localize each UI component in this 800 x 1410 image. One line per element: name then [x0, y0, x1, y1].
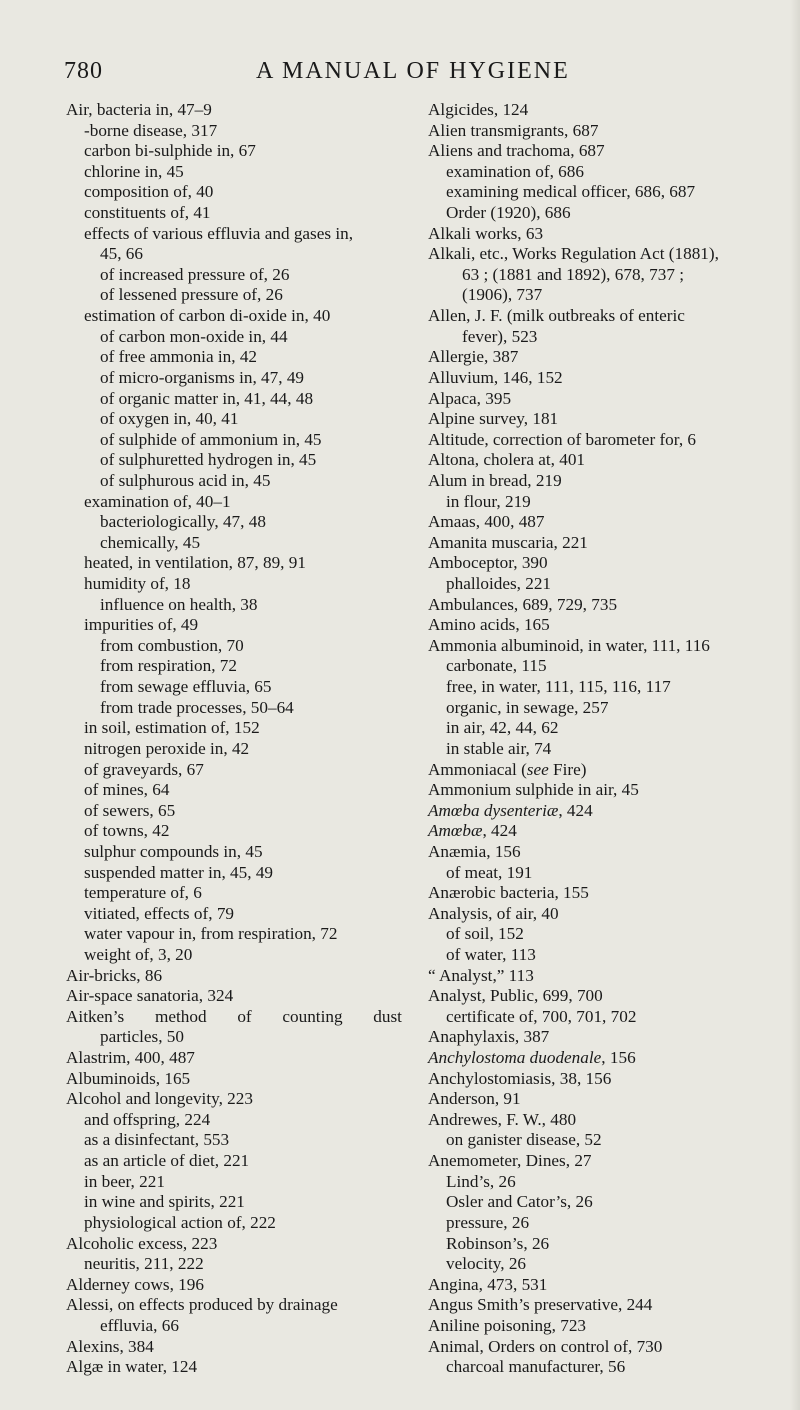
- index-subentry: Order (1920), 686: [446, 203, 571, 223]
- index-subentry: of sewers, 65: [84, 800, 176, 820]
- index-subentry: of sulphuretted hydrogen in, 45: [100, 450, 317, 470]
- index-subentry: carbon bi-sulphide in, 67: [84, 141, 256, 161]
- index-entry: Anchylostomiasis, 38, 156: [428, 1068, 612, 1088]
- index-continuation: 63 ; (1881 and 1892), 678, 737 ;: [462, 264, 684, 284]
- running-header: [0, 58, 800, 98]
- index-entry: Air-space sanatoria, 324: [66, 986, 234, 1006]
- index-subentry: free, in water, 111, 115, 116, 117: [446, 677, 671, 697]
- page-edge-shadow: [790, 0, 800, 1410]
- index-subentry: certificate of, 700, 701, 702: [446, 1006, 637, 1026]
- index-subentry: in stable air, 74: [446, 738, 552, 758]
- index-entry: Amœbæ, 424: [428, 821, 517, 841]
- index-entry: Analysis, of air, 40: [428, 903, 559, 923]
- index-subentry: weight of, 3, 20: [84, 944, 193, 964]
- index-entry: Algæ in water, 124: [66, 1357, 198, 1377]
- index-entry: Amaas, 400, 487: [428, 512, 545, 532]
- index-entry: Animal, Orders on control of, 730: [428, 1336, 663, 1356]
- index-subentry: constituents of, 41: [84, 203, 211, 223]
- index-subentry: impurities of, 49: [84, 615, 199, 635]
- index-entry: Allergie, 387: [428, 347, 519, 367]
- index-subentry: of towns, 42: [84, 821, 170, 841]
- index-subentry: Robinson’s, 26: [446, 1233, 550, 1253]
- index-subentry: charcoal manufacturer, 56: [446, 1357, 626, 1377]
- index-subentry: water vapour in, from respiration, 72: [84, 924, 338, 944]
- page-number: 780: [64, 58, 103, 84]
- index-subentry: physiological action of, 222: [84, 1212, 276, 1232]
- index-subentry: examining medical officer, 686, 687: [446, 182, 696, 202]
- index-entry: “ Analyst,” 113: [428, 965, 534, 985]
- index-entry: Ammonium sulphide in air, 45: [428, 780, 639, 800]
- index-subentry: and offspring, 224: [84, 1109, 211, 1129]
- index-entry: Anaphylaxis, 387: [428, 1027, 550, 1047]
- index-entry: Andrewes, F. W., 480: [428, 1109, 577, 1129]
- index-subentry: vitiated, effects of, 79: [84, 903, 235, 923]
- index-subentry: composition of, 40: [84, 182, 214, 202]
- index-entry: Alessi, on effects produced by drainage: [66, 1295, 338, 1315]
- index-entry: Anchylostoma duodenale, 156: [428, 1048, 636, 1068]
- index-subentry: of free ammonia in, 42: [100, 347, 258, 367]
- index-column-right: [428, 100, 780, 1378]
- index-subentry: in soil, estimation of, 152: [84, 718, 260, 738]
- index-entry: Allen, J. F. (milk outbreaks of enteric: [428, 306, 685, 326]
- index-subentry: of soil, 152: [446, 924, 524, 944]
- index-subentry: from respiration, 72: [100, 656, 237, 676]
- index-subentry: from sewage effluvia, 65: [100, 677, 272, 697]
- index-entry: Analyst, Public, 699, 700: [428, 986, 603, 1006]
- index-subentry: as a disinfectant, 553: [84, 1130, 230, 1150]
- index-subentry: temperature of, 6: [84, 883, 202, 903]
- index-subentry: of carbon mon-oxide in, 44: [100, 326, 288, 346]
- aitken-word: of: [237, 1006, 252, 1026]
- index-subentry: pressure, 26: [446, 1212, 530, 1232]
- index-entry: Angina, 473, 531: [428, 1274, 548, 1294]
- index-subentry: heated, in ventilation, 87, 89, 91: [84, 553, 306, 573]
- running-title: A MANUAL OF HYGIENE: [256, 58, 570, 84]
- index-subentry: of micro-organisms in, 47, 49: [100, 367, 305, 387]
- index-entry: Alpine survey, 181: [428, 409, 559, 429]
- index-entry: Altitude, correction of barometer for, 6: [428, 429, 697, 449]
- index-entry: Alderney cows, 196: [66, 1274, 204, 1294]
- index-entry-justified: [66, 1007, 402, 1028]
- index-subentry: of sulphide of ammonium in, 45: [100, 429, 322, 449]
- index-subentry: of increased pressure of, 26: [100, 264, 290, 284]
- index-subentry: -borne disease, 317: [84, 120, 218, 140]
- index-subentry: chlorine in, 45: [84, 161, 184, 181]
- index-subentry: as an article of diet, 221: [84, 1151, 250, 1171]
- index-entry: Amœba dysenteriæ, 424: [428, 800, 593, 820]
- index-subentry: effects of various effluvia and gases in,: [84, 223, 354, 243]
- index-subentry: velocity, 26: [446, 1254, 527, 1274]
- index-entry: Anærobic bacteria, 155: [428, 883, 589, 903]
- index-subentry: in beer, 221: [84, 1171, 165, 1191]
- index-column-left: [66, 100, 402, 1378]
- index-entry: Air-bricks, 86: [66, 965, 163, 985]
- index-entry: Air, bacteria in, 47–9: [66, 100, 212, 119]
- index-subentry: from combustion, 70: [100, 635, 244, 655]
- index-entry: Amino acids, 165: [428, 615, 550, 635]
- index-subentry: in air, 42, 44, 62: [446, 718, 559, 738]
- index-subentry: of mines, 64: [84, 780, 170, 800]
- index-subentry: of sulphurous acid in, 45: [100, 470, 271, 490]
- index-continuation: effluvia, 66: [100, 1315, 179, 1335]
- index-subentry: estimation of carbon di-oxide in, 40: [84, 306, 331, 326]
- index-continuation: 45, 66: [100, 244, 143, 264]
- index-subentry: in wine and spirits, 221: [84, 1192, 245, 1212]
- index-subentry: bacteriologically, 47, 48: [100, 512, 266, 532]
- index-entry: Ammoniacal (see Fire): [428, 759, 587, 779]
- index-subentry: examination of, 40–1: [84, 491, 231, 511]
- index-continuation: fever), 523: [462, 326, 538, 346]
- index-entry: Ambulances, 689, 729, 735: [428, 594, 618, 614]
- index-entry: Ammonia albuminoid, in water, 111, 116: [428, 635, 710, 655]
- index-subentry: of oxygen in, 40, 41: [100, 409, 239, 429]
- index-subentry: carbonate, 115: [446, 656, 547, 676]
- index-subentry: suspended matter in, 45, 49: [84, 862, 274, 882]
- index-subentry: examination of, 686: [446, 161, 584, 181]
- index-subentry: of organic matter in, 41, 44, 48: [100, 388, 314, 408]
- index-entry: Alluvium, 146, 152: [428, 367, 563, 387]
- index-entry: Aniline poisoning, 723: [428, 1315, 587, 1335]
- index-entry: Aliens and trachoma, 687: [428, 141, 605, 161]
- index-entry: Albuminoids, 165: [66, 1068, 191, 1088]
- index-subentry: of water, 113: [446, 944, 536, 964]
- index-continuation: (1906), 737: [462, 285, 543, 305]
- index-entry: Amboceptor, 390: [428, 553, 548, 573]
- index-subentry: from trade processes, 50–64: [100, 697, 294, 717]
- index-entry: Angus Smith’s preservative, 244: [428, 1295, 653, 1315]
- index-entry: Altona, cholera at, 401: [428, 450, 586, 470]
- aitken-word: dust: [373, 1006, 402, 1026]
- index-entry: Anæmia, 156: [428, 841, 521, 861]
- index-entry: Alcohol and longevity, 223: [66, 1089, 253, 1109]
- index-subentry: of lessened pressure of, 26: [100, 285, 283, 305]
- index-entry: Alastrim, 400, 487: [66, 1048, 195, 1068]
- index-subentry: on ganister disease, 52: [446, 1130, 602, 1150]
- index-entry: Alkali, etc., Works Regulation Act (1881),: [428, 244, 719, 264]
- index-subentry: nitrogen peroxide in, 42: [84, 738, 250, 758]
- index-subentry: organic, in sewage, 257: [446, 697, 609, 717]
- aitken-word: Aitken’s: [66, 1006, 125, 1026]
- index-subentry: in flour, 219: [446, 491, 531, 511]
- index-subentry: neuritis, 211, 222: [84, 1254, 204, 1274]
- index-subentry: Lind’s, 26: [446, 1171, 516, 1191]
- index-subentry: Osler and Cator’s, 26: [446, 1192, 593, 1212]
- index-entry: Algicides, 124: [428, 100, 529, 119]
- index-subentry: chemically, 45: [100, 532, 201, 552]
- index-entry: Amanita muscaria, 221: [428, 532, 588, 552]
- index-entry: Alpaca, 395: [428, 388, 512, 408]
- index-subentry: of meat, 191: [446, 862, 533, 882]
- index-entry: Alum in bread, 219: [428, 470, 562, 490]
- index-subentry: phalloides, 221: [446, 574, 552, 594]
- index-subentry: sulphur compounds in, 45: [84, 841, 263, 861]
- index-subentry: of graveyards, 67: [84, 759, 204, 779]
- index-entry: Anemometer, Dines, 27: [428, 1151, 592, 1171]
- index-entry: Alien transmigrants, 687: [428, 120, 599, 140]
- aitken-word: counting: [282, 1006, 343, 1026]
- index-entry: Alcoholic excess, 223: [66, 1233, 218, 1253]
- index-entry: Alkali works, 63: [428, 223, 544, 243]
- index-entry: Alexins, 384: [66, 1336, 154, 1356]
- index-entry: Anderson, 91: [428, 1089, 521, 1109]
- index-subentry: influence on health, 38: [100, 594, 258, 614]
- index-continuation: particles, 50: [100, 1027, 184, 1047]
- aitken-word: method: [155, 1006, 207, 1026]
- index-subentry: humidity of, 18: [84, 574, 191, 594]
